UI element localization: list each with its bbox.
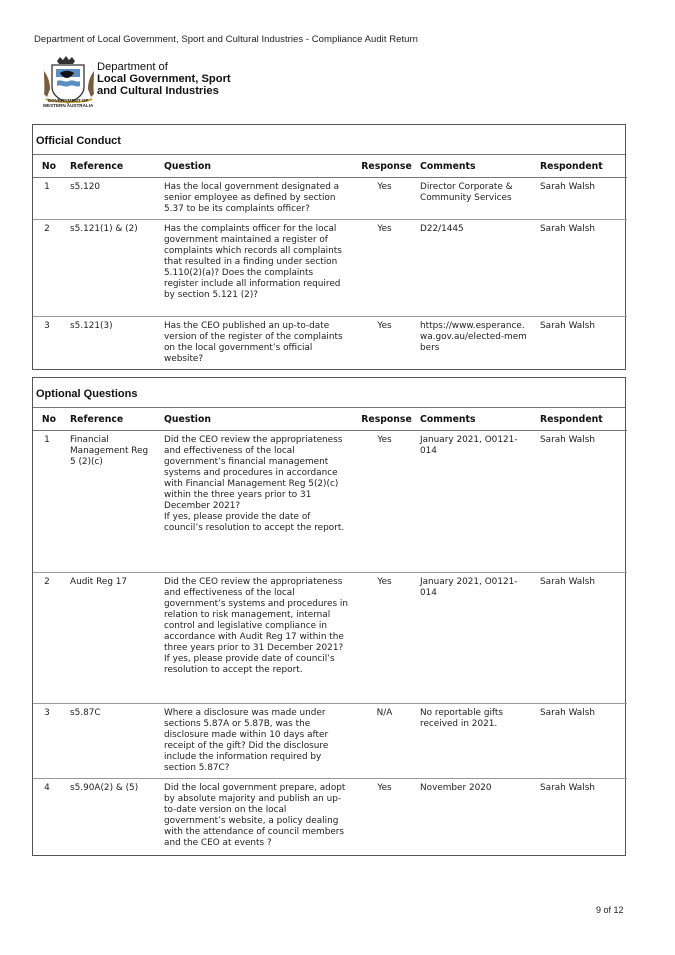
cell-respondent: Sarah Walsh — [535, 573, 627, 704]
cell-question: Did the local government prepare, adopt by absolute majority and publish an up-to-date version on the local government’s website, a policy dealing with the attendance of council members and the CEO at events ? — [164, 783, 346, 848]
table-row — [33, 779, 627, 855]
dept-line2: Local Government, Sport — [97, 73, 231, 86]
cell-respondent: Sarah Walsh — [535, 178, 627, 220]
col-no: No — [33, 155, 65, 178]
cell-no: 1 — [33, 178, 65, 220]
cell-respondent: Sarah Walsh — [535, 431, 627, 573]
cell-no: 2 — [33, 220, 65, 317]
cell-reference: s5.90A(2) & (5) — [70, 783, 139, 793]
section-title: Optional Questions — [33, 378, 625, 408]
cell-response: Yes — [377, 321, 392, 331]
cell-respondent: Sarah Walsh — [535, 704, 627, 779]
cell-response: Yes — [353, 220, 415, 317]
col-reference: Reference — [65, 155, 159, 178]
cell-respondent: Sarah Walsh — [540, 321, 595, 331]
cell-question: Has the local government designated a senior employee as defined by section 5.37 to be its complaints officer? — [159, 178, 353, 220]
table-row — [33, 573, 627, 704]
official-conduct-section — [32, 124, 626, 370]
col-question: Question — [159, 155, 353, 178]
crest-caption-line1: GOVERNMENT OF — [47, 98, 89, 103]
cell-reference: s5.120 — [65, 178, 159, 220]
col-response: Response — [353, 408, 415, 431]
cell-question: Did the CEO review the appropriateness and effectiveness of the local government’s financial management systems and procedures in accordance with Financial Management Reg 5(2)(c) within the three years prior to 31 December 2021? If yes, please provide the date of council’s resolution to accept the report. — [159, 431, 353, 573]
col-response: Response — [353, 155, 415, 178]
col-comments: Comments — [415, 408, 535, 431]
cell-reference: s5.121(3) — [70, 321, 113, 331]
department-name — [97, 61, 231, 98]
cell-response: Yes — [353, 573, 415, 704]
col-no: No — [33, 408, 65, 431]
cell-question: Where a disclosure was made under sections 5.87A or 5.87B, was the disclosure made within 10 days after receipt of the gift? Did the disclosure include the information required by section 5.87C? — [159, 704, 353, 779]
cell-comments: Director Corporate & Community Services — [415, 178, 535, 220]
col-comments: Comments — [415, 155, 535, 178]
cell-no: 3 — [33, 704, 65, 779]
page-number: 9 of 12 — [596, 905, 624, 915]
crest-caption-line2: WESTERN AUSTRALIA — [42, 103, 94, 109]
cell-no: 1 — [33, 431, 65, 573]
cell-comments: January 2021, O0121-014 — [415, 431, 535, 573]
cell-question: Did the CEO review the appropriateness and effectiveness of the local government’s systems and procedures in relation to risk management, internal control and legislative compliance in accordance with Audit Reg 17 within the three years prior to 31 December 2021? If yes, please provide date of council’s resolution to accept the report. — [159, 573, 353, 704]
cell-respondent: Sarah Walsh — [535, 220, 627, 317]
col-respondent: Respondent — [535, 408, 627, 431]
official-conduct-table — [33, 155, 627, 369]
table-row — [33, 431, 627, 573]
cell-reference: Financial Management Reg 5 (2)(c) — [65, 431, 159, 573]
dept-line3: and Cultural Industries — [97, 85, 219, 98]
cell-comments: No reportable gifts received in 2021. — [415, 704, 535, 779]
cell-reference: s5.121(1) & (2) — [65, 220, 159, 317]
crest-caption — [39, 98, 97, 108]
cell-no: 2 — [33, 573, 65, 704]
cell-no: 4 — [44, 783, 50, 793]
optional-questions-table — [33, 408, 627, 855]
cell-question: Has the complaints officer for the local government maintained a register of complaints which records all complaints that resulted in a finding under section 5.110(2)(a)? Does the complaints register include all information required by section 5.121 (2)? — [159, 220, 353, 317]
table-row — [33, 178, 627, 220]
cell-question: Has the CEO published an up-to-date version of the register of the complaints on the local government’s official website? — [164, 321, 343, 364]
section-title: Official Conduct — [33, 125, 625, 155]
cell-no: 3 — [44, 321, 50, 331]
cell-respondent: Sarah Walsh — [540, 783, 595, 793]
cell-response: Yes — [353, 178, 415, 220]
cell-response: Yes — [377, 783, 392, 793]
dept-line1: Department of — [97, 61, 168, 73]
cell-comments: January 2021, O0121-014 — [415, 573, 535, 704]
col-reference: Reference — [65, 408, 159, 431]
table-row — [33, 317, 627, 369]
table-row — [33, 704, 627, 779]
cell-reference: s5.87C — [65, 704, 159, 779]
col-respondent: Respondent — [535, 155, 627, 178]
cell-response: Yes — [353, 431, 415, 573]
table-header-row — [33, 155, 627, 178]
cell-comments: November 2020 — [420, 783, 492, 793]
cell-response: N/A — [353, 704, 415, 779]
cell-comments: https://www.esperance.wa.gov.au/elected-members — [420, 321, 527, 353]
col-question: Question — [159, 408, 353, 431]
table-header-row — [33, 408, 627, 431]
cell-reference: Audit Reg 17 — [65, 573, 159, 704]
cell-comments: D22/1445 — [415, 220, 535, 317]
running-title: Department of Local Government, Sport and Cultural Industries - Compliance Audit Return — [34, 34, 419, 45]
optional-questions-section — [32, 377, 626, 856]
table-row — [33, 220, 627, 317]
